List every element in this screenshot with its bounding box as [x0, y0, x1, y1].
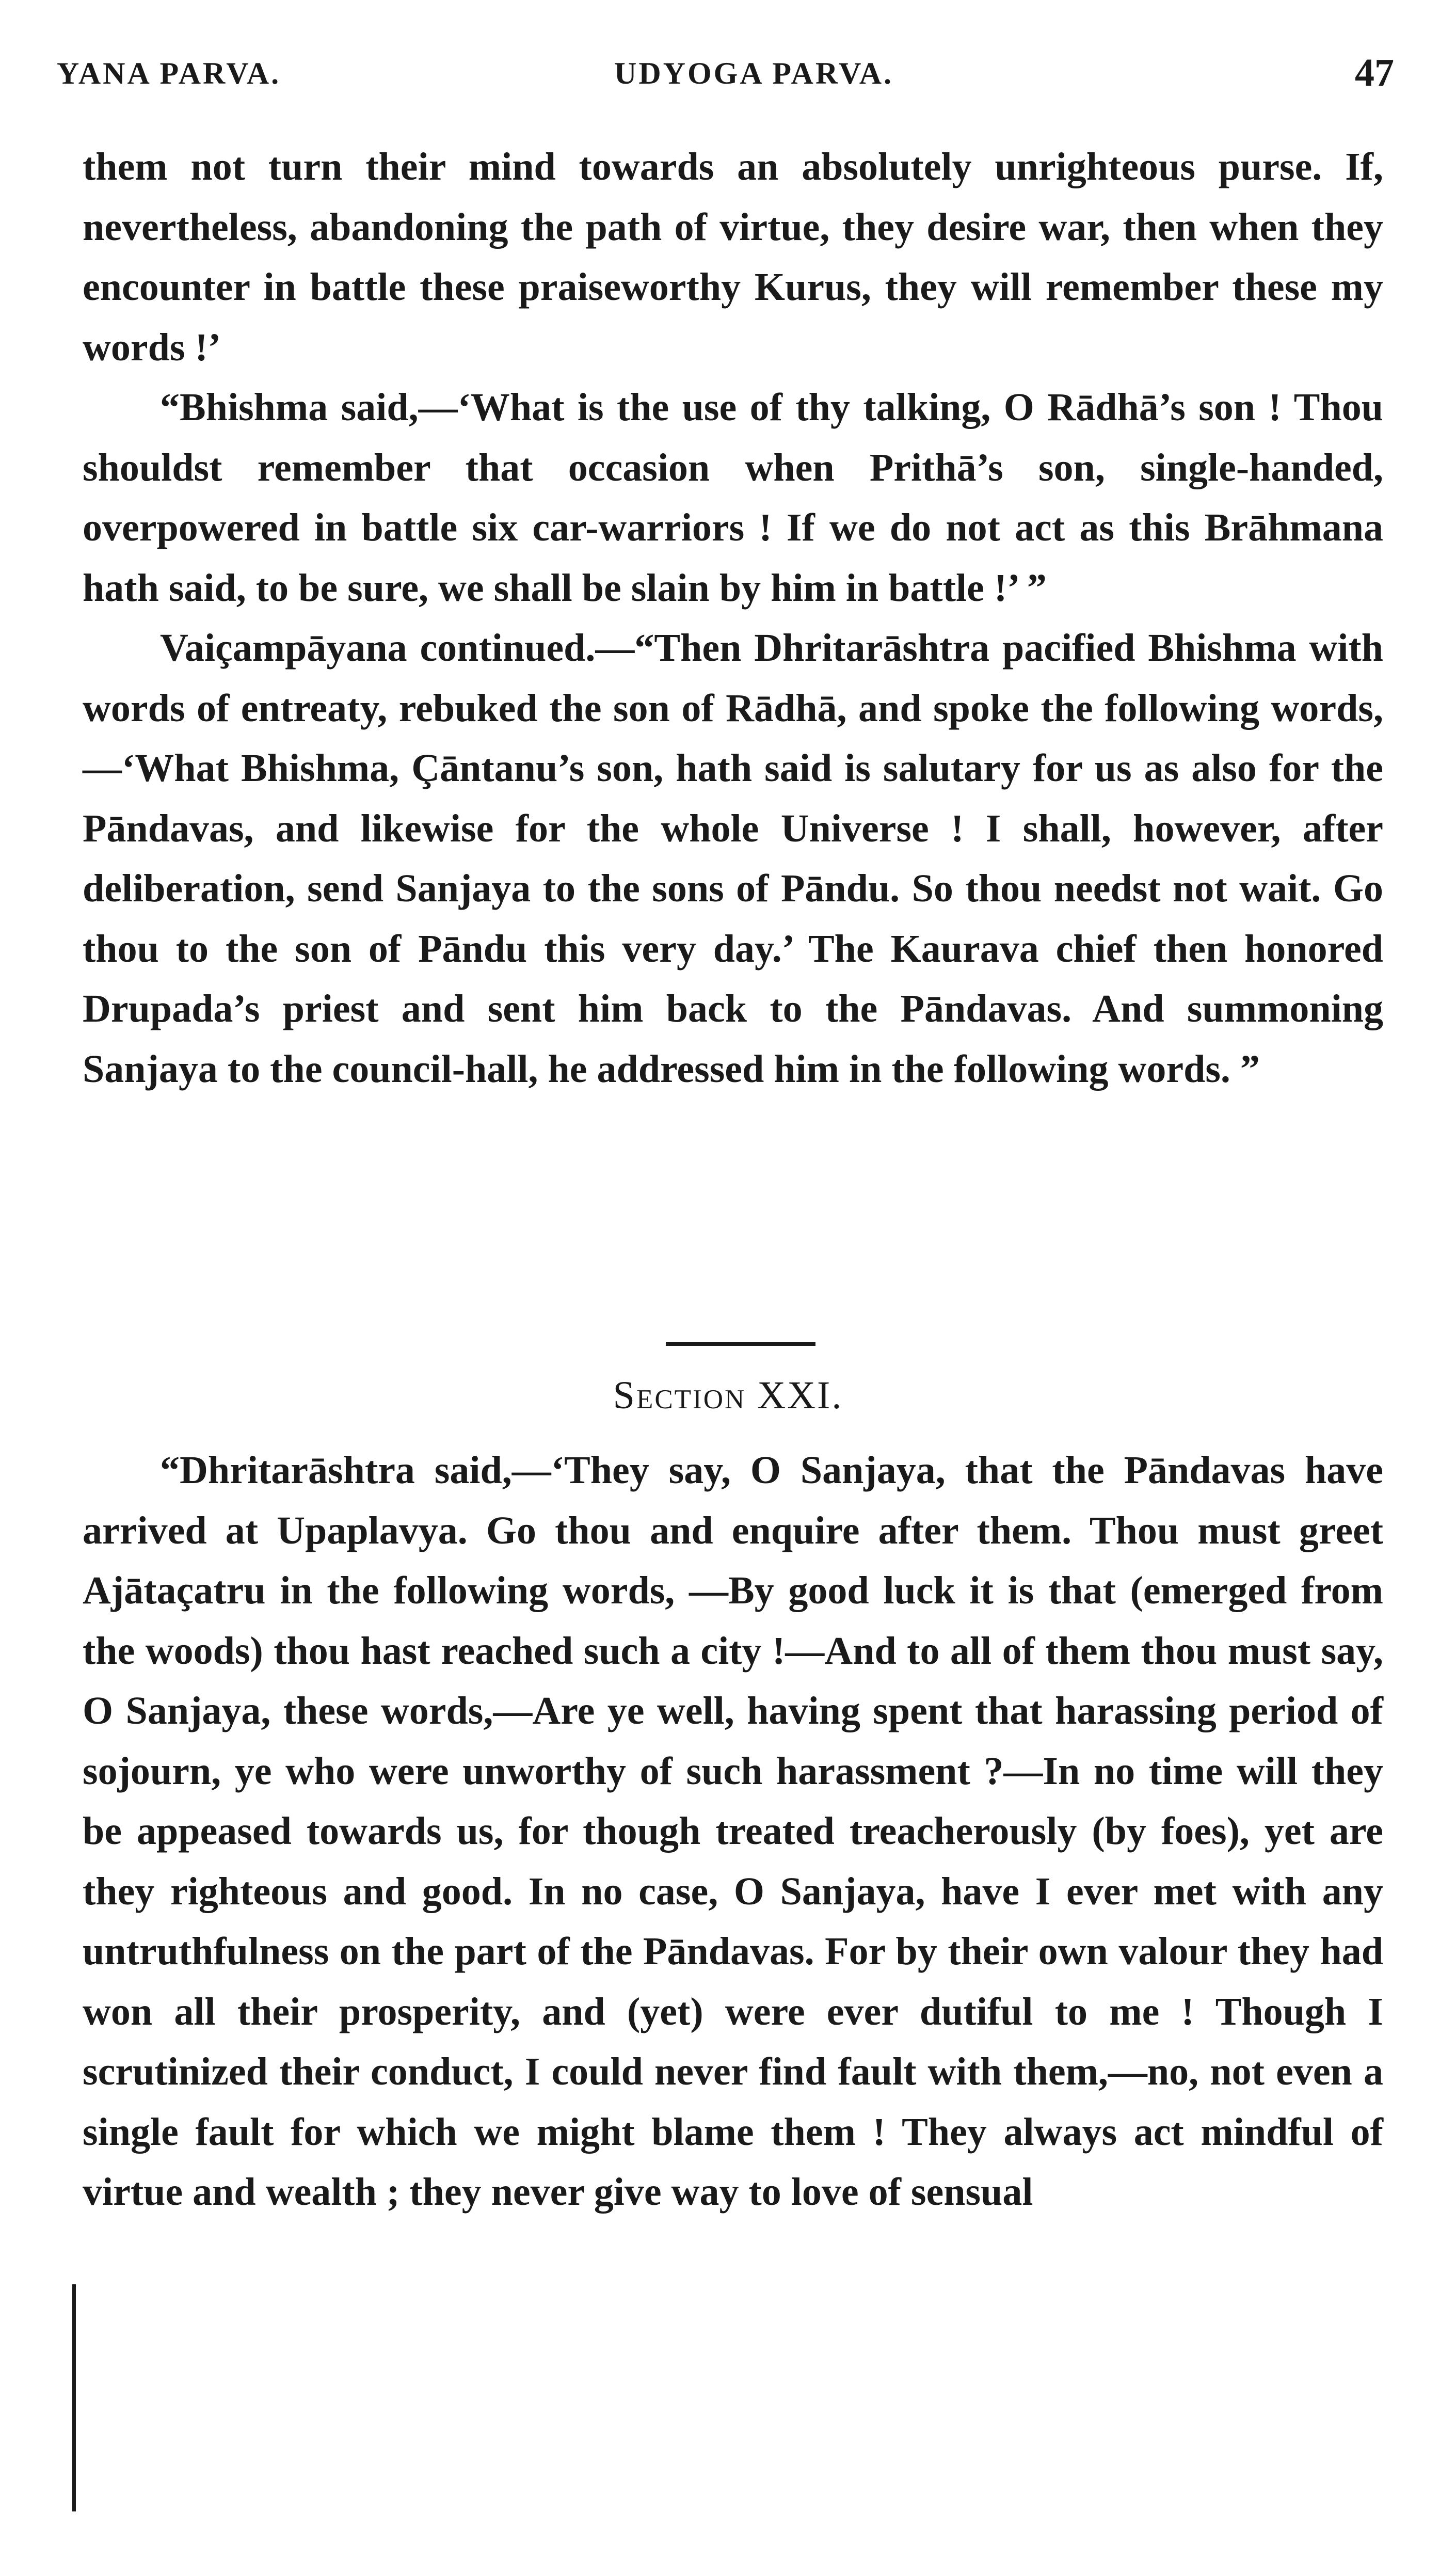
paragraph-dhritarashtra: “Dhritarāshtra said,—‘They say, O Sanjaya, that the Pāndavas have arrived at Upaplavya. Go thou and enquire after them. Thou must greet Ajātaçatru in the following words, —By good luck it is that (emerged from the woods) thou hast reached such a city !—And to all of them thou must say, O Sanjaya, these words,—Are ye well, having spent that harassing period of sojourn, ye who were unworthy of such harassment ?—In no time will they be appeased towards us, for though treated treacherously (by foes), yet are they righteous and good. In no case, O Sanjaya, have I ever met with any untruthfulness on the part of the Pāndavas. For by their own valour they had won all their prosperity, and (yet) were ever dutiful to me ! Though I scrutinized their conduct, I could never find fault with them,—no, not even a single fault for which we might blame them ! They always act mindful of virtue and wealth ; they never give way to love of sensual — [83, 1449, 1383, 2214]
running-head-left: YANA PARVA. — [57, 56, 281, 90]
text-block-lower — [83, 1440, 1383, 2222]
section-heading — [0, 1373, 1456, 1418]
section-divider-rule — [666, 1342, 815, 1346]
section-heading-text: Section XXI. — [613, 1374, 843, 1417]
margin-scan-mark — [72, 2284, 76, 2511]
text-block-upper — [83, 137, 1383, 1099]
page-number: 47 — [1355, 51, 1394, 94]
paragraph-bhishma: “Bhishma said,—‘What is the use of thy talking, O Rādhā’s son ! Thou shouldst remember that occasion when Prithā’s son, single-handed, overpowered in battle six car-warriors ! If we do not act as this Brāhmana hath said, to be sure, we shall be slain by him in battle !’ ” — [83, 386, 1383, 610]
running-head-title: UDYOGA PARVA. — [614, 56, 894, 90]
running-head — [57, 51, 1394, 102]
paragraph-continuation: them not turn their mind towards an absolutely unrighteous purse. If, nevertheless, abandoning the path of virtue, they desire war, then when they encounter in battle these praiseworthy Kurus, they will remember these my words !’ — [83, 145, 1383, 369]
paragraph-vaicampayana: Vaiçampāyana continued.—“Then Dhritarāshtra pacified Bhishma with words of entreaty, rebuked the son of Rādhā, and spoke the following words,—‘What Bhishma, Çāntanu’s son, hath said is salutary for us as also for the Pāndavas, and likewise for the whole Universe ! I shall, however, after deliberation, send Sanjaya to the sons of Pāndu. So thou needst not wait. Go thou to the son of Pāndu this very day.’ The Kaurava chief then honored Drupada’s priest and sent him back to the Pāndavas. And summoning Sanjaya to the council-hall, he addressed him in the following words. ” — [83, 626, 1383, 1091]
